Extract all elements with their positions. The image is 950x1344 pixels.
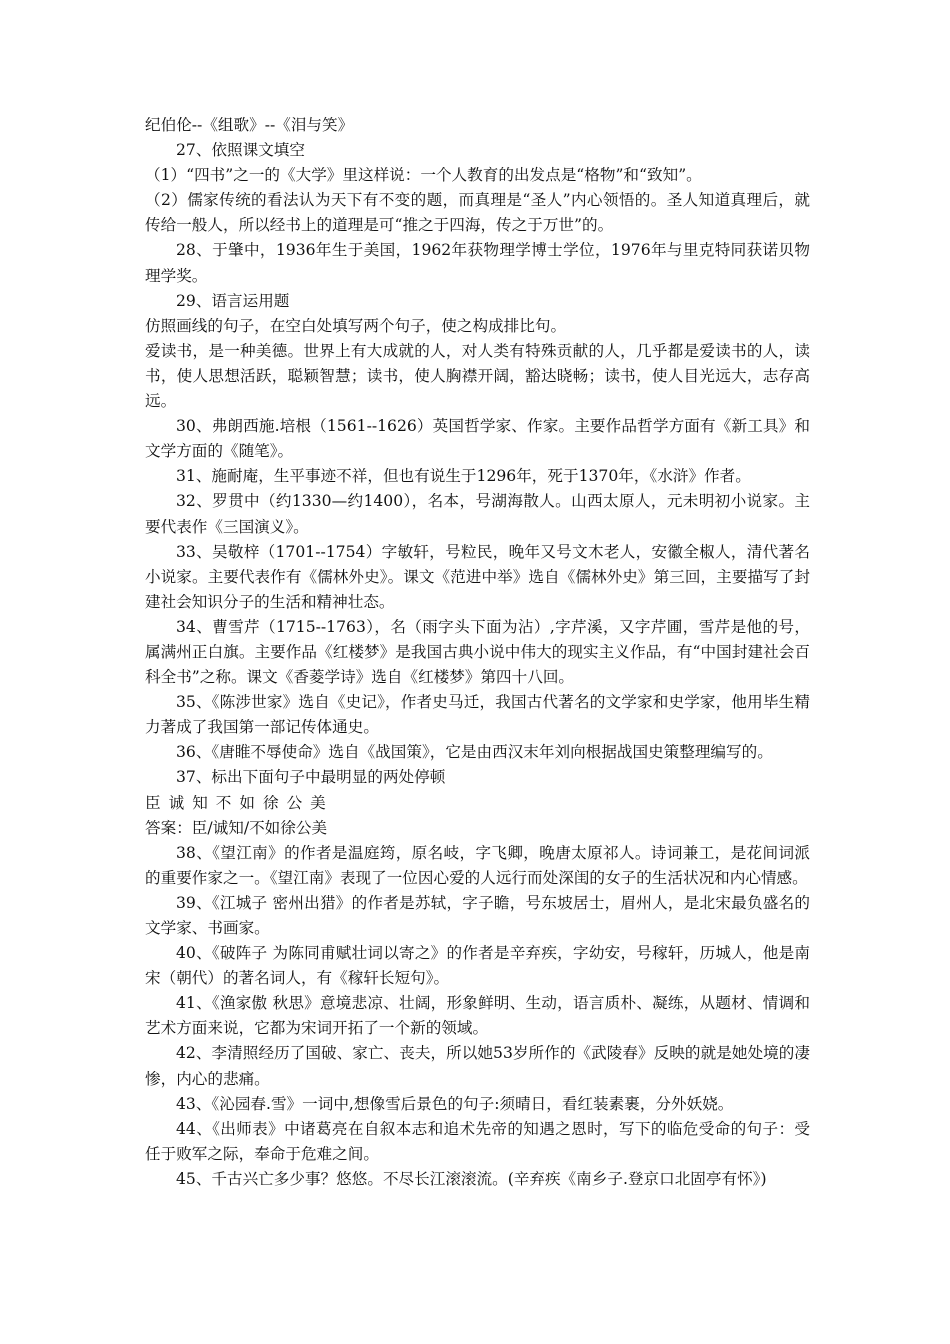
paragraph: 28、于肇中，1936年生于美国，1962年获物理学博士学位，1976年与里克特同获诺贝物理学奖。 [145,241,810,285]
paragraph: 40、《破阵子 为陈同甫赋壮词以寄之》的作者是辛弃疾，字幼安，号稼轩，历城人，他是南宋（朝代）的著名词人，有《稼轩长短句》。 [145,944,810,988]
paragraph: 32、罗贯中（约1330—约1400），名本，号湖海散人。山西太原人，元未明初小说家。主要代表作《三国演义》。 [145,492,810,536]
text-line: （1）“四书”之一的《大学》里这样说：一个人教育的出发点是“格物”和“致知”。 [145,166,702,185]
text-line: 仿照画线的句子，在空白处填写两个句子，使之构成排比句。 [145,316,567,335]
paragraph: 30、弗朗西施.培根（1561--1626）英国哲学家、作家。主要作品哲学方面有《新工具》和文学方面的《随笔》。 [145,417,810,461]
question-heading: 37、标出下面句子中最明显的两处停顿 [176,768,446,787]
paragraph: 34、曹雪芹（1715--1763），名（雨字头下面为沾）,字芹溪，又字芹圃，雪芹是他的号，属满州正白旗。主要作品《红楼梦》是我国古典小说中伟大的现实主义作品，有“中国封建社会百科全书”之称。课文《香菱学诗》选自《红楼梦》第四十八回。 [145,617,810,687]
example-sentence: 臣诚知不如徐公美 [145,793,334,812]
paragraph: 42、李清照经历了国破、家亡、丧夫，所以她53岁所作的《武陵春》反映的就是她处境的凄惨，内心的悲痛。 [145,1044,810,1088]
answer-line: 答案：臣/诚知/不如徐公美 [145,818,328,837]
text-line: 爱读书，是一种美德。世界上有大成就的人，对人类有特殊贡献的人，几乎都是爱读书的人，读书，使人思想活跃，聪颖智慧；读书，使人胸襟开阔，豁达晓畅；读书，使人目光远大，志存高远。 [145,341,810,411]
document-body [145,113,810,1192]
paragraph: 33、吴敬梓（1701--1754）字敏轩，号粒民，晚年又号文木老人，安徽全椒人，清代著名小说家。主要代表作有《儒林外史》。课文《范进中举》选自《儒林外史》第三回，主要描写了封建社会知识分子的生活和精神壮态。 [145,542,810,611]
paragraph: 41、《渔家傲 秋思》意境悲凉、壮阔，形象鲜明、生动，语言质朴、凝练，从题材、情调和艺术方面来说，它都为宋词开拓了一个新的领域。 [145,994,810,1038]
text-line: 纪伯伦--《组歌》--《泪与笑》 [145,116,354,134]
text-line: （2）儒家传统的看法认为天下有不变的题，而真理是“圣人”内心领悟的。圣人知道真理后，就传给一般人，所以经书上的道理是可“推之于四海，传之于万世”的。 [145,191,810,235]
paragraph: 43、《沁园春.雪》一词中,想像雪后景色的句子:须晴日，看红装素裹，分外妖娆。 [176,1094,734,1113]
paragraph: 45、千古兴亡多少事？悠悠。不尽长江滚滚流。(辛弃疾《南乡子.登京口北固亭有怀》) [176,1169,767,1188]
paragraph: 44、《出师表》中诸葛亮在自叙本志和追术先帝的知遇之恩时，写下的临危受命的句子：受任于败军之际，奉命于危难之间。 [145,1119,810,1163]
paragraph: 35、《陈涉世家》选自《史记》，作者史马迁，我国古代著名的文学家和史学家，他用毕生精力著成了我国第一部记传体通史。 [145,693,810,737]
question-heading: 27、依照课文填空 [176,141,305,160]
paragraph: 36、《唐睢不辱使命》选自《战国策》，它是由西汉末年刘向根据战国史策整理编写的。 [176,743,773,762]
paragraph: 38、《望江南》的作者是温庭筠，原名岐，字飞卿，晚唐太原祁人。诗词兼工，是花间词派的重要作家之一。《望江南》表现了一位因心爱的人远行而处深闺的女子的生活状况和内心情感。 [145,843,810,887]
paragraph: 39、《江城子 密州出猎》的作者是苏轼，字子瞻，号东坡居士，眉州人，是北宋最负盛名的文学家、书画家。 [145,893,810,937]
question-heading: 29、语言运用题 [176,291,290,310]
paragraph: 31、施耐庵，生平事迹不祥，但也有说生于1296年，死于1370年，《水浒》作者。 [176,467,751,486]
